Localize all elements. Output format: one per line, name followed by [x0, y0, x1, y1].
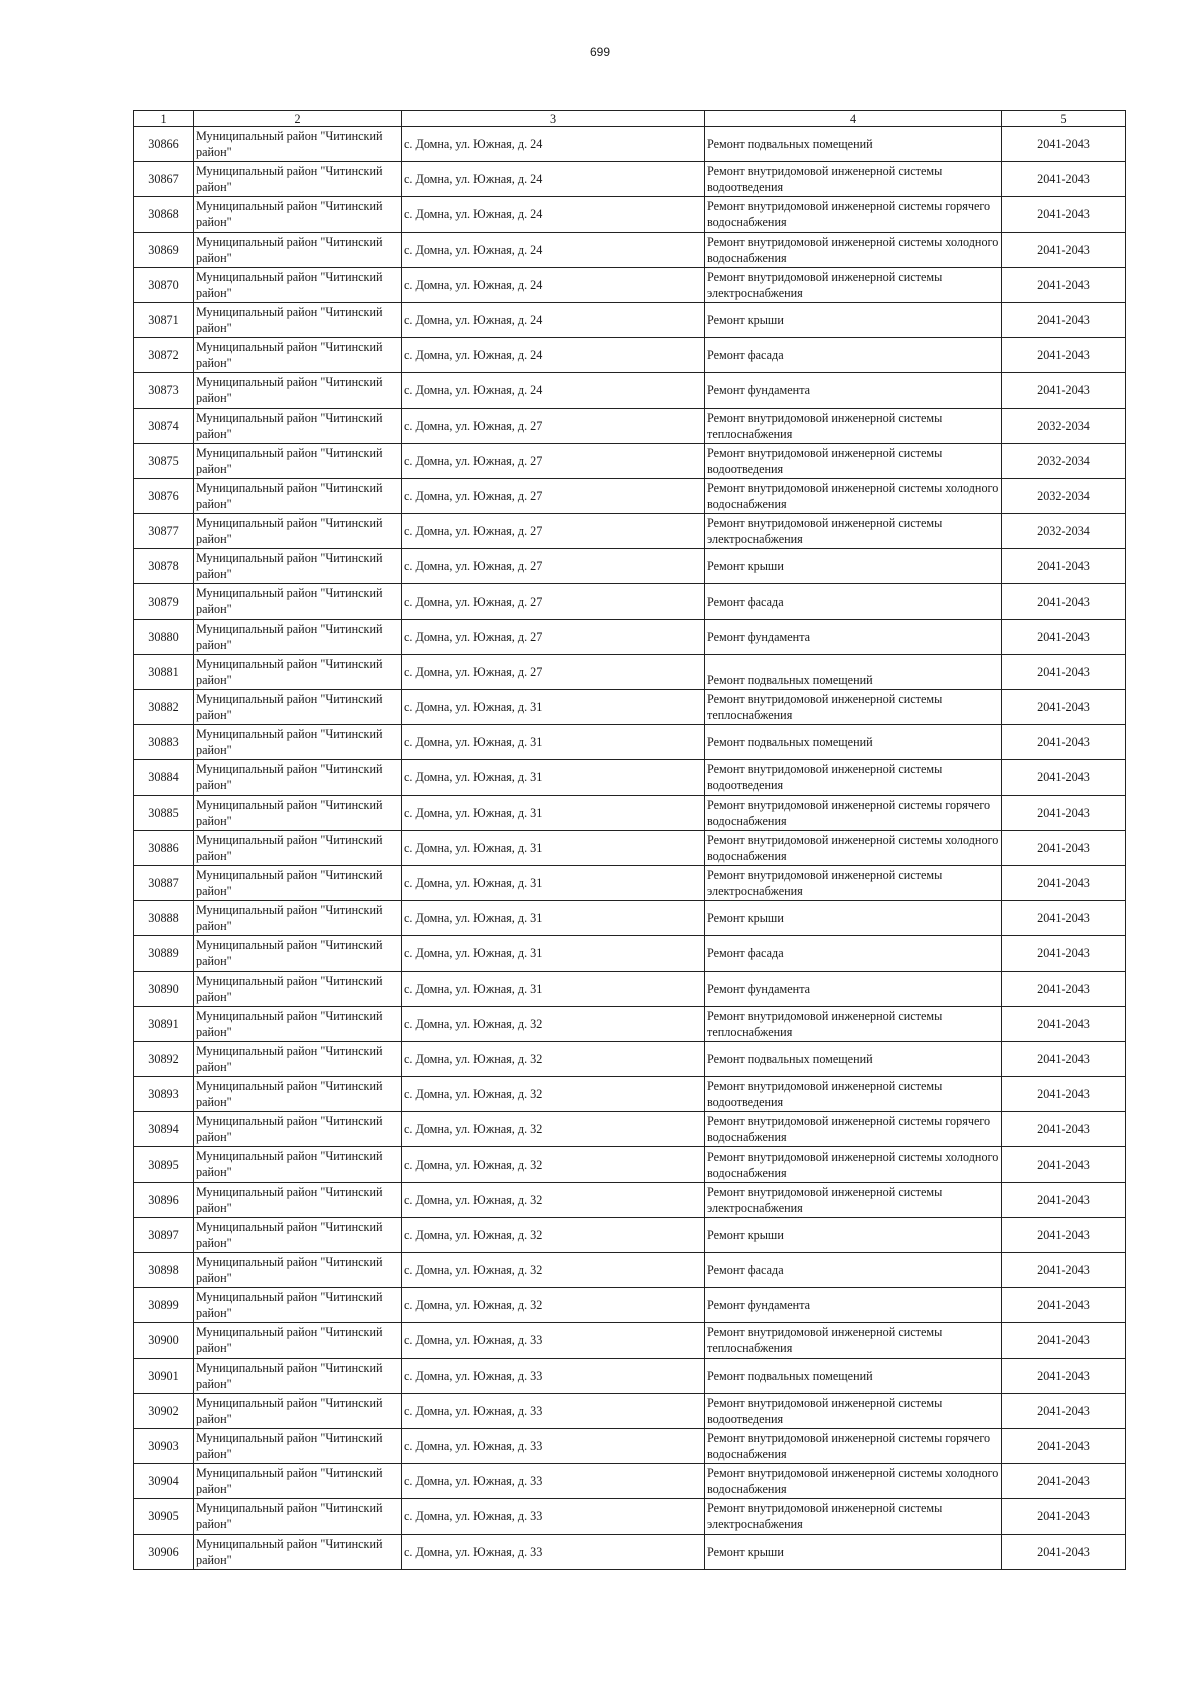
- work-type-cell: Ремонт подвальных помещений: [705, 127, 1002, 162]
- table-row: [134, 584, 1126, 619]
- table-row: [134, 127, 1126, 162]
- period-cell: 2041-2043: [1002, 1077, 1126, 1112]
- table-row: [134, 1217, 1126, 1252]
- row-number-cell: 30890: [134, 971, 194, 1006]
- work-type-cell: Ремонт внутридомовой инженерной системы холодного водоснабжения: [705, 1147, 1002, 1182]
- work-type-cell: Ремонт подвальных помещений: [705, 1358, 1002, 1393]
- work-type-cell: Ремонт внутридомовой инженерной системы электроснабжения: [705, 865, 1002, 900]
- row-number-cell: 30887: [134, 865, 194, 900]
- municipality-cell: Муниципальный район "Читинский район": [194, 1182, 402, 1217]
- work-type-cell: Ремонт фасада: [705, 936, 1002, 971]
- municipality-cell: Муниципальный район "Читинский район": [194, 127, 402, 162]
- address-cell: с. Домна, ул. Южная, д. 27: [402, 443, 705, 478]
- municipality-cell: Муниципальный район "Читинский район": [194, 830, 402, 865]
- table-row: [134, 795, 1126, 830]
- repair-schedule-table: [133, 110, 1126, 1570]
- period-cell: 2041-2043: [1002, 232, 1126, 267]
- address-cell: с. Домна, ул. Южная, д. 33: [402, 1393, 705, 1428]
- address-cell: с. Домна, ул. Южная, д. 31: [402, 830, 705, 865]
- row-number-cell: 30899: [134, 1288, 194, 1323]
- row-number-cell: 30895: [134, 1147, 194, 1182]
- row-number-cell: 30869: [134, 232, 194, 267]
- municipality-cell: Муниципальный район "Читинский район": [194, 1323, 402, 1358]
- period-cell: 2041-2043: [1002, 971, 1126, 1006]
- row-number-cell: 30866: [134, 127, 194, 162]
- row-number-cell: 30882: [134, 690, 194, 725]
- address-cell: с. Домна, ул. Южная, д. 31: [402, 971, 705, 1006]
- period-cell: 2041-2043: [1002, 1358, 1126, 1393]
- municipality-cell: Муниципальный район "Читинский район": [194, 1112, 402, 1147]
- table-row: [134, 1288, 1126, 1323]
- period-cell: 2041-2043: [1002, 549, 1126, 584]
- table-row: [134, 1182, 1126, 1217]
- address-cell: с. Домна, ул. Южная, д. 31: [402, 760, 705, 795]
- row-number-cell: 30893: [134, 1077, 194, 1112]
- period-cell: 2041-2043: [1002, 1393, 1126, 1428]
- municipality-cell: Муниципальный район "Читинский район": [194, 971, 402, 1006]
- municipality-cell: Муниципальный район "Читинский район": [194, 1358, 402, 1393]
- address-cell: с. Домна, ул. Южная, д. 32: [402, 1182, 705, 1217]
- work-type-cell: Ремонт внутридомовой инженерной системы водоотведения: [705, 443, 1002, 478]
- address-cell: с. Домна, ул. Южная, д. 27: [402, 549, 705, 584]
- row-number-cell: 30879: [134, 584, 194, 619]
- municipality-cell: Муниципальный район "Читинский район": [194, 865, 402, 900]
- address-cell: с. Домна, ул. Южная, д. 33: [402, 1499, 705, 1534]
- table-row: [134, 725, 1126, 760]
- address-cell: с. Домна, ул. Южная, д. 33: [402, 1358, 705, 1393]
- municipality-cell: Муниципальный район "Читинский район": [194, 584, 402, 619]
- address-cell: с. Домна, ул. Южная, д. 27: [402, 478, 705, 513]
- period-cell: 2041-2043: [1002, 197, 1126, 232]
- municipality-cell: Муниципальный район "Читинский район": [194, 232, 402, 267]
- row-number-cell: 30873: [134, 373, 194, 408]
- address-cell: с. Домна, ул. Южная, д. 24: [402, 232, 705, 267]
- municipality-cell: Муниципальный район "Читинский район": [194, 936, 402, 971]
- municipality-cell: Муниципальный район "Читинский район": [194, 338, 402, 373]
- table-header-row: [134, 111, 1126, 127]
- municipality-cell: Муниципальный район "Читинский район": [194, 1534, 402, 1569]
- address-cell: с. Домна, ул. Южная, д. 31: [402, 936, 705, 971]
- work-type-cell: Ремонт внутридомовой инженерной системы горячего водоснабжения: [705, 1112, 1002, 1147]
- period-cell: 2041-2043: [1002, 1006, 1126, 1041]
- period-cell: 2032-2034: [1002, 443, 1126, 478]
- address-cell: с. Домна, ул. Южная, д. 27: [402, 514, 705, 549]
- table-row: [134, 865, 1126, 900]
- row-number-cell: 30900: [134, 1323, 194, 1358]
- address-cell: с. Домна, ул. Южная, д. 24: [402, 162, 705, 197]
- work-type-cell: Ремонт фасада: [705, 1253, 1002, 1288]
- period-cell: 2041-2043: [1002, 1464, 1126, 1499]
- row-number-cell: 30881: [134, 654, 194, 689]
- row-number-cell: 30898: [134, 1253, 194, 1288]
- work-type-cell: Ремонт внутридомовой инженерной системы теплоснабжения: [705, 690, 1002, 725]
- municipality-cell: Муниципальный район "Читинский район": [194, 478, 402, 513]
- municipality-cell: Муниципальный район "Читинский район": [194, 267, 402, 302]
- work-type-cell: Ремонт внутридомовой инженерной системы электроснабжения: [705, 1182, 1002, 1217]
- period-cell: 2041-2043: [1002, 1499, 1126, 1534]
- work-type-cell: Ремонт фасада: [705, 338, 1002, 373]
- work-type-cell: Ремонт фундамента: [705, 619, 1002, 654]
- table-row: [134, 1147, 1126, 1182]
- row-number-cell: 30905: [134, 1499, 194, 1534]
- municipality-cell: Муниципальный район "Читинский район": [194, 408, 402, 443]
- table-row: [134, 830, 1126, 865]
- period-cell: 2041-2043: [1002, 1428, 1126, 1463]
- column-header: 4: [705, 111, 1002, 127]
- address-cell: с. Домна, ул. Южная, д. 32: [402, 1041, 705, 1076]
- table-row: [134, 971, 1126, 1006]
- table-row: [134, 408, 1126, 443]
- work-type-cell: Ремонт крыши: [705, 1217, 1002, 1252]
- period-cell: 2041-2043: [1002, 1147, 1126, 1182]
- work-type-cell: Ремонт фундамента: [705, 1288, 1002, 1323]
- address-cell: с. Домна, ул. Южная, д. 24: [402, 373, 705, 408]
- table-row: [134, 197, 1126, 232]
- period-cell: 2041-2043: [1002, 795, 1126, 830]
- table-row: [134, 1041, 1126, 1076]
- work-type-cell: Ремонт крыши: [705, 1534, 1002, 1569]
- address-cell: с. Домна, ул. Южная, д. 33: [402, 1534, 705, 1569]
- work-type-cell: Ремонт крыши: [705, 302, 1002, 337]
- address-cell: с. Домна, ул. Южная, д. 32: [402, 1077, 705, 1112]
- municipality-cell: Муниципальный район "Читинский район": [194, 760, 402, 795]
- work-type-cell: Ремонт внутридомовой инженерной системы электроснабжения: [705, 267, 1002, 302]
- table-row: [134, 373, 1126, 408]
- work-type-cell: Ремонт фундамента: [705, 373, 1002, 408]
- address-cell: с. Домна, ул. Южная, д. 27: [402, 584, 705, 619]
- work-type-cell: Ремонт внутридомовой инженерной системы теплоснабжения: [705, 1323, 1002, 1358]
- table-row: [134, 514, 1126, 549]
- municipality-cell: Муниципальный район "Читинский район": [194, 162, 402, 197]
- municipality-cell: Муниципальный район "Читинский район": [194, 549, 402, 584]
- municipality-cell: Муниципальный район "Читинский район": [194, 1217, 402, 1252]
- table-row: [134, 302, 1126, 337]
- row-number-cell: 30903: [134, 1428, 194, 1463]
- period-cell: 2041-2043: [1002, 936, 1126, 971]
- table-row: [134, 1006, 1126, 1041]
- period-cell: 2041-2043: [1002, 1288, 1126, 1323]
- address-cell: с. Домна, ул. Южная, д. 27: [402, 408, 705, 443]
- address-cell: с. Домна, ул. Южная, д. 31: [402, 690, 705, 725]
- table-row: [134, 1253, 1126, 1288]
- table-row: [134, 549, 1126, 584]
- work-type-cell: Ремонт внутридомовой инженерной системы холодного водоснабжения: [705, 478, 1002, 513]
- work-type-cell: Ремонт внутридомовой инженерной системы водоотведения: [705, 1393, 1002, 1428]
- row-number-cell: 30868: [134, 197, 194, 232]
- period-cell: 2041-2043: [1002, 901, 1126, 936]
- work-type-cell: Ремонт крыши: [705, 549, 1002, 584]
- period-cell: 2041-2043: [1002, 830, 1126, 865]
- address-cell: с. Домна, ул. Южная, д. 32: [402, 1147, 705, 1182]
- row-number-cell: 30880: [134, 619, 194, 654]
- municipality-cell: Муниципальный район "Читинский район": [194, 725, 402, 760]
- table-row: [134, 1499, 1126, 1534]
- table-row: [134, 1358, 1126, 1393]
- row-number-cell: 30888: [134, 901, 194, 936]
- period-cell: 2032-2034: [1002, 478, 1126, 513]
- row-number-cell: 30883: [134, 725, 194, 760]
- address-cell: с. Домна, ул. Южная, д. 32: [402, 1217, 705, 1252]
- address-cell: с. Домна, ул. Южная, д. 24: [402, 197, 705, 232]
- address-cell: с. Домна, ул. Южная, д. 32: [402, 1288, 705, 1323]
- row-number-cell: 30870: [134, 267, 194, 302]
- period-cell: 2041-2043: [1002, 1041, 1126, 1076]
- period-cell: 2032-2034: [1002, 408, 1126, 443]
- row-number-cell: 30894: [134, 1112, 194, 1147]
- period-cell: 2041-2043: [1002, 760, 1126, 795]
- row-number-cell: 30891: [134, 1006, 194, 1041]
- table-row: [134, 232, 1126, 267]
- work-type-cell: Ремонт внутридомовой инженерной системы холодного водоснабжения: [705, 232, 1002, 267]
- row-number-cell: 30876: [134, 478, 194, 513]
- period-cell: 2041-2043: [1002, 690, 1126, 725]
- table-row: [134, 690, 1126, 725]
- period-cell: 2041-2043: [1002, 302, 1126, 337]
- period-cell: 2041-2043: [1002, 1253, 1126, 1288]
- work-type-cell: Ремонт подвальных помещений: [705, 1041, 1002, 1076]
- row-number-cell: 30902: [134, 1393, 194, 1428]
- municipality-cell: Муниципальный район "Читинский район": [194, 1147, 402, 1182]
- work-type-cell: Ремонт внутридомовой инженерной системы электроснабжения: [705, 514, 1002, 549]
- period-cell: 2041-2043: [1002, 1112, 1126, 1147]
- table-row: [134, 1428, 1126, 1463]
- table-row: [134, 443, 1126, 478]
- address-cell: с. Домна, ул. Южная, д. 33: [402, 1428, 705, 1463]
- row-number-cell: 30901: [134, 1358, 194, 1393]
- municipality-cell: Муниципальный район "Читинский район": [194, 443, 402, 478]
- work-type-cell: Ремонт внутридомовой инженерной системы горячего водоснабжения: [705, 197, 1002, 232]
- municipality-cell: Муниципальный район "Читинский район": [194, 901, 402, 936]
- period-cell: 2041-2043: [1002, 373, 1126, 408]
- row-number-cell: 30906: [134, 1534, 194, 1569]
- row-number-cell: 30884: [134, 760, 194, 795]
- work-type-cell: Ремонт крыши: [705, 901, 1002, 936]
- period-cell: 2041-2043: [1002, 619, 1126, 654]
- address-cell: с. Домна, ул. Южная, д. 27: [402, 619, 705, 654]
- column-header: 3: [402, 111, 705, 127]
- period-cell: 2041-2043: [1002, 654, 1126, 689]
- work-type-cell: Ремонт фундамента: [705, 971, 1002, 1006]
- row-number-cell: 30877: [134, 514, 194, 549]
- period-cell: 2041-2043: [1002, 865, 1126, 900]
- address-cell: с. Домна, ул. Южная, д. 24: [402, 302, 705, 337]
- municipality-cell: Муниципальный район "Читинский район": [194, 197, 402, 232]
- municipality-cell: Муниципальный район "Читинский район": [194, 619, 402, 654]
- table-row: [134, 338, 1126, 373]
- work-type-cell: Ремонт внутридомовой инженерной системы холодного водоснабжения: [705, 1464, 1002, 1499]
- address-cell: с. Домна, ул. Южная, д. 27: [402, 654, 705, 689]
- work-type-cell: Ремонт внутридомовой инженерной системы теплоснабжения: [705, 408, 1002, 443]
- work-type-cell: Ремонт внутридомовой инженерной системы водоотведения: [705, 760, 1002, 795]
- address-cell: с. Домна, ул. Южная, д. 31: [402, 725, 705, 760]
- municipality-cell: Муниципальный район "Читинский район": [194, 1499, 402, 1534]
- work-type-cell: Ремонт подвальных помещений: [705, 725, 1002, 760]
- work-type-cell: Ремонт фасада: [705, 584, 1002, 619]
- row-number-cell: 30897: [134, 1217, 194, 1252]
- municipality-cell: Муниципальный район "Читинский район": [194, 1253, 402, 1288]
- period-cell: 2041-2043: [1002, 162, 1126, 197]
- municipality-cell: Муниципальный район "Читинский район": [194, 690, 402, 725]
- address-cell: с. Домна, ул. Южная, д. 32: [402, 1112, 705, 1147]
- table-row: [134, 619, 1126, 654]
- row-number-cell: 30889: [134, 936, 194, 971]
- period-cell: 2041-2043: [1002, 1323, 1126, 1358]
- period-cell: 2032-2034: [1002, 514, 1126, 549]
- table-row: [134, 654, 1126, 689]
- municipality-cell: Муниципальный район "Читинский район": [194, 373, 402, 408]
- municipality-cell: Муниципальный район "Читинский район": [194, 1428, 402, 1463]
- table-row: [134, 1112, 1126, 1147]
- page-number: 699: [589, 45, 611, 59]
- table-row: [134, 1393, 1126, 1428]
- municipality-cell: Муниципальный район "Читинский район": [194, 1041, 402, 1076]
- row-number-cell: 30892: [134, 1041, 194, 1076]
- work-type-cell: Ремонт внутридомовой инженерной системы теплоснабжения: [705, 1006, 1002, 1041]
- column-header: 2: [194, 111, 402, 127]
- table-row: [134, 478, 1126, 513]
- work-type-cell: Ремонт внутридомовой инженерной системы горячего водоснабжения: [705, 1428, 1002, 1463]
- municipality-cell: Муниципальный район "Читинский район": [194, 1464, 402, 1499]
- municipality-cell: Муниципальный район "Читинский район": [194, 302, 402, 337]
- municipality-cell: Муниципальный район "Читинский район": [194, 1077, 402, 1112]
- table-row: [134, 901, 1126, 936]
- work-type-cell: Ремонт внутридомовой инженерной системы холодного водоснабжения: [705, 830, 1002, 865]
- period-cell: 2041-2043: [1002, 584, 1126, 619]
- table-row: [134, 1534, 1126, 1569]
- work-type-cell: Ремонт внутридомовой инженерной системы электроснабжения: [705, 1499, 1002, 1534]
- address-cell: с. Домна, ул. Южная, д. 24: [402, 338, 705, 373]
- municipality-cell: Муниципальный район "Читинский район": [194, 1006, 402, 1041]
- municipality-cell: Муниципальный район "Читинский район": [194, 514, 402, 549]
- row-number-cell: 30872: [134, 338, 194, 373]
- work-type-cell: Ремонт внутридомовой инженерной системы водоотведения: [705, 1077, 1002, 1112]
- row-number-cell: 30874: [134, 408, 194, 443]
- table-row: [134, 760, 1126, 795]
- table-row: [134, 162, 1126, 197]
- period-cell: 2041-2043: [1002, 267, 1126, 302]
- period-cell: 2041-2043: [1002, 1534, 1126, 1569]
- municipality-cell: Муниципальный район "Читинский район": [194, 654, 402, 689]
- period-cell: 2041-2043: [1002, 127, 1126, 162]
- column-header: 5: [1002, 111, 1126, 127]
- work-type-cell: Ремонт внутридомовой инженерной системы водоотведения: [705, 162, 1002, 197]
- address-cell: с. Домна, ул. Южная, д. 24: [402, 267, 705, 302]
- row-number-cell: 30885: [134, 795, 194, 830]
- period-cell: 2041-2043: [1002, 338, 1126, 373]
- row-number-cell: 30904: [134, 1464, 194, 1499]
- row-number-cell: 30871: [134, 302, 194, 337]
- period-cell: 2041-2043: [1002, 1217, 1126, 1252]
- address-cell: с. Домна, ул. Южная, д. 31: [402, 865, 705, 900]
- row-number-cell: 30867: [134, 162, 194, 197]
- municipality-cell: Муниципальный район "Читинский район": [194, 1288, 402, 1323]
- address-cell: с. Домна, ул. Южная, д. 33: [402, 1323, 705, 1358]
- address-cell: с. Домна, ул. Южная, д. 32: [402, 1006, 705, 1041]
- work-type-cell: Ремонт внутридомовой инженерной системы горячего водоснабжения: [705, 795, 1002, 830]
- table-row: [134, 936, 1126, 971]
- row-number-cell: 30875: [134, 443, 194, 478]
- table-row: [134, 267, 1126, 302]
- address-cell: с. Домна, ул. Южная, д. 31: [402, 795, 705, 830]
- address-cell: с. Домна, ул. Южная, д. 33: [402, 1464, 705, 1499]
- table-row: [134, 1464, 1126, 1499]
- address-cell: с. Домна, ул. Южная, д. 31: [402, 901, 705, 936]
- period-cell: 2041-2043: [1002, 725, 1126, 760]
- work-type-cell: Ремонт подвальных помещений: [705, 654, 1002, 689]
- table-row: [134, 1323, 1126, 1358]
- row-number-cell: 30878: [134, 549, 194, 584]
- address-cell: с. Домна, ул. Южная, д. 24: [402, 127, 705, 162]
- municipality-cell: Муниципальный район "Читинский район": [194, 1393, 402, 1428]
- table-row: [134, 1077, 1126, 1112]
- column-header: 1: [134, 111, 194, 127]
- row-number-cell: 30896: [134, 1182, 194, 1217]
- row-number-cell: 30886: [134, 830, 194, 865]
- address-cell: с. Домна, ул. Южная, д. 32: [402, 1253, 705, 1288]
- period-cell: 2041-2043: [1002, 1182, 1126, 1217]
- municipality-cell: Муниципальный район "Читинский район": [194, 795, 402, 830]
